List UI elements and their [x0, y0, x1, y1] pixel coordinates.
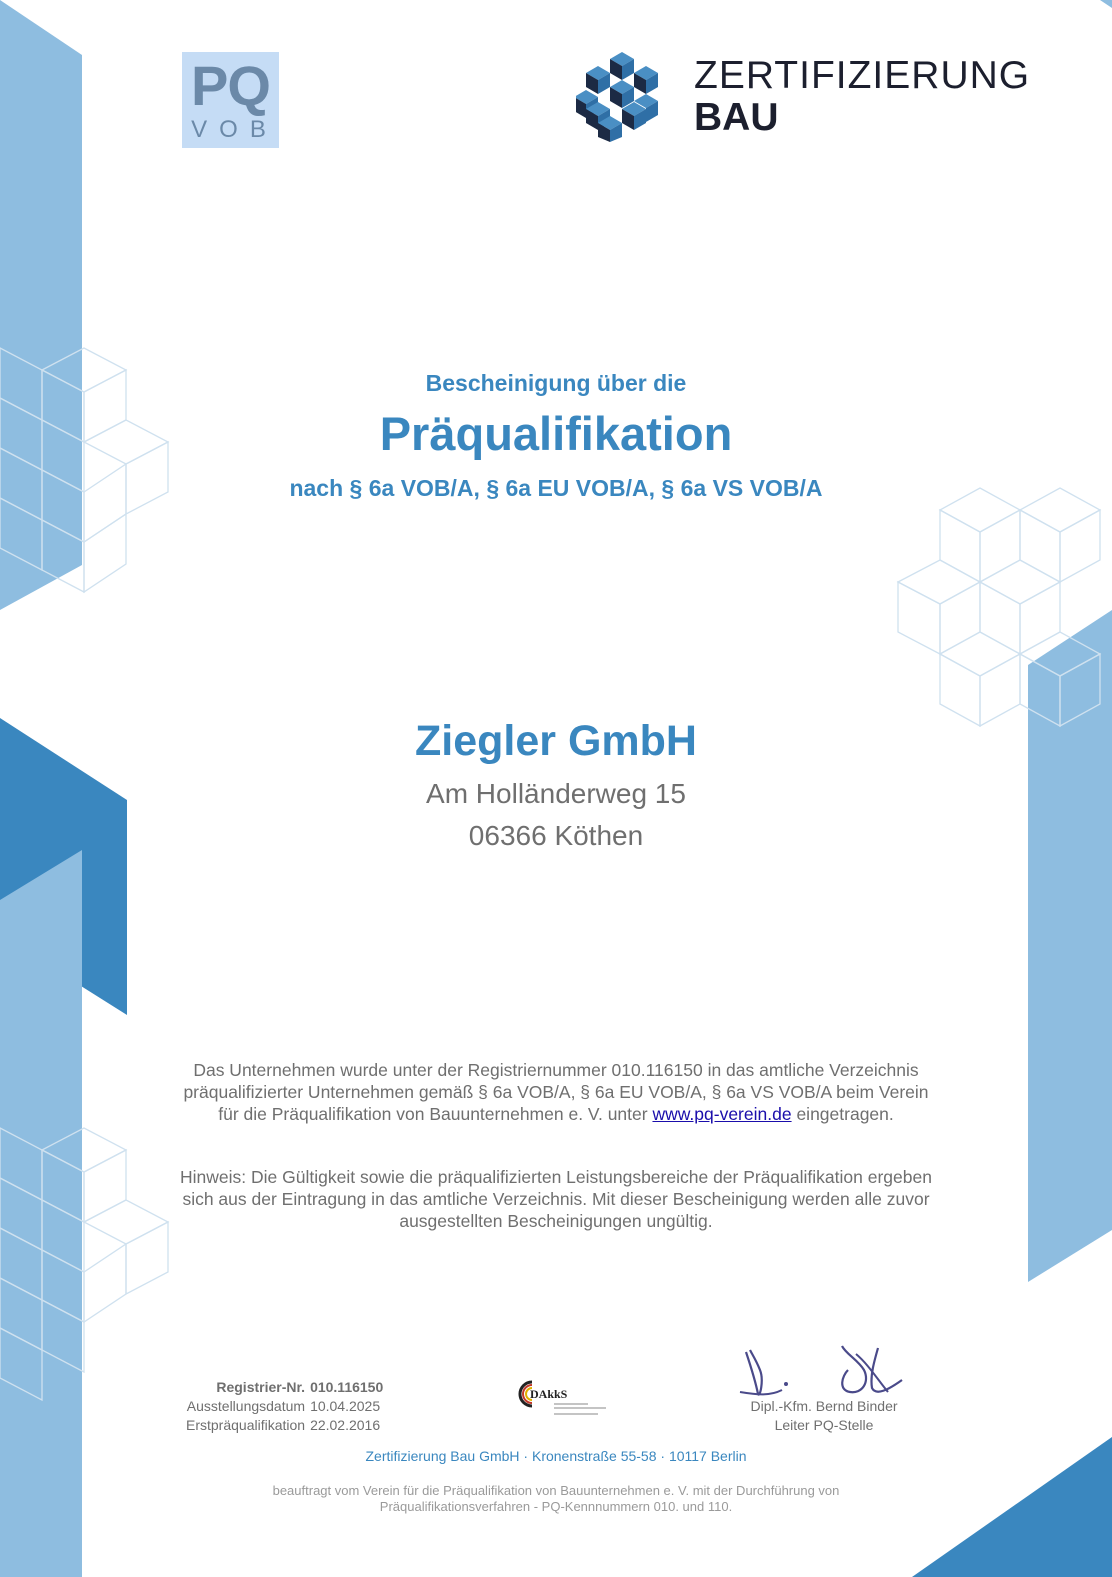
zertifizierung-logo-line2: BAU [694, 96, 779, 139]
registration-statement-end: eingetragen. [796, 1104, 894, 1124]
issue-date-value: 10.04.2025 [310, 1398, 381, 1414]
pq-vob-logo [182, 52, 279, 148]
document-title: Präqualifikation [379, 407, 733, 460]
validity-note: Hinweis: Die Gültigkeit sowie die präqualifizierten Leistungsbereiche der Präqualifikation ergeben sich aus der Eintragung in das amtliche Verzeichnis. Mit dieser Bescheinigung werden alle zuvor ausgestellten Bescheinigungen ungültig. [180, 1167, 932, 1231]
signer-block [724, 1397, 924, 1435]
zertifizierung-logo-line1: ZERTIFIZIERUNG [694, 54, 1031, 97]
zertifizierung-bau-logo [576, 50, 1036, 145]
pq-verein-link[interactable]: www.pq-verein.de [652, 1104, 792, 1124]
cubes-logo-icon [576, 50, 668, 142]
footer-note: beauftragt vom Verein für die Präqualifikation von Bauunternehmen e. V. mit der Durchführung von Präqualifikationsverfahren - PQ-Kennnummern 010. und 110. [272, 1483, 840, 1514]
pq-logo-top: PQ [191, 54, 270, 117]
signature-image [738, 1340, 908, 1402]
dakks-accreditation-mark [518, 1378, 618, 1424]
registration-number-label: Registrier-Nr. [216, 1379, 306, 1395]
dakks-label: DAkkS [530, 1387, 568, 1401]
issuer-address: Zertifizierung Bau GmbH · Kronenstraße 55-58 · 10117 Berlin [365, 1448, 747, 1464]
pq-logo-bottom: VOB [191, 116, 278, 143]
first-prequalification-value: 22.02.2016 [310, 1417, 381, 1433]
signer-name: Dipl.-Kfm. Bernd Binder [750, 1398, 898, 1414]
first-prequalification-row [186, 1416, 388, 1435]
first-prequalification-label: Erstpräqualifikation [186, 1417, 306, 1433]
issue-date-label: Ausstellungsdatum [186, 1398, 306, 1414]
registration-statement-text: Das Unternehmen wurde unter der Registriernummer 010.116150 in das amtliche Verzeichnis präqualifizierter Unternehmen gemäß § 6a VOB/A, § 6a EU VOB/A, § 6a VS VOB/A beim Verein für die Präqualifikation von Bauunternehmen e. V. unter [183, 1060, 929, 1124]
company-name: Ziegler GmbH [415, 717, 697, 765]
registration-details [186, 1378, 388, 1435]
signer-role: Leiter PQ-Stelle [774, 1417, 874, 1433]
issue-date-row [186, 1397, 388, 1416]
registration-number-row [186, 1378, 388, 1397]
heading-subtitle: nach § 6a VOB/A, § 6a EU VOB/A, § 6a VS VOB/A [289, 475, 823, 501]
registration-statement [180, 1059, 932, 1125]
registration-number-value: 010.116150 [310, 1379, 384, 1395]
company-street: Am Holländerweg 15 [426, 778, 686, 809]
heading-pre: Bescheinigung über die [425, 370, 687, 396]
company-city: 06366 Köthen [468, 820, 644, 851]
